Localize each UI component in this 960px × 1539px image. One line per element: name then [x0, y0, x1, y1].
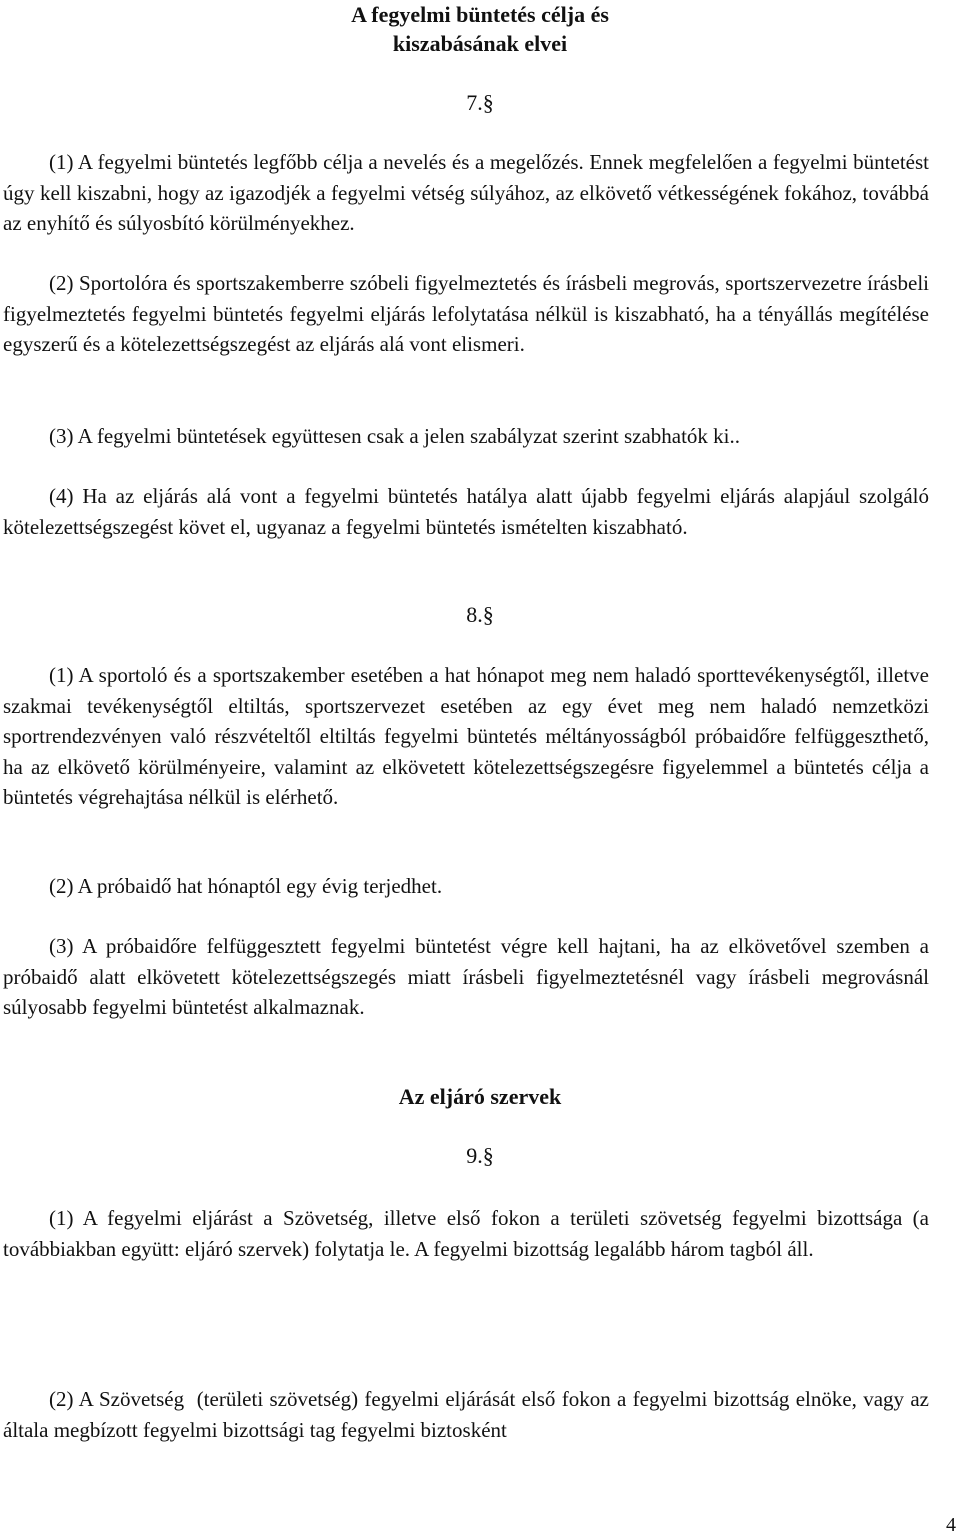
heading-eljaro-szervek: Az eljáró szervek — [398, 1084, 562, 1109]
paragraph-7-4: (4) Ha az eljárás alá vont a fegyelmi büntetés hatálya alatt újabb fegyelmi eljárás alapjául szolgáló kötelezettségszegést követ el, ugyanaz a fegyelmi büntetés ismételten kiszabható. — [3, 484, 929, 539]
section-8-heading: 8.§ — [466, 602, 494, 627]
paragraph-7-3: (3) A fegyelmi büntetések együttesen csak a jelen szabályzat szerint szabhatók ki.. — [49, 424, 741, 448]
document-title-line-1: A fegyelmi büntetés célja és — [351, 2, 609, 27]
paragraph-9-1: (1) A fegyelmi eljárást a Szövetség, illetve első fokon a területi szövetség fegyelmi bizottsága (a továbbiakban együtt: eljáró szervek) folytatja le. A fegyelmi bizottság legalább három tagból áll. — [3, 1206, 929, 1261]
paragraph-8-1: (1) A sportoló és a sportszakember esetében a hat hónapot meg nem haladó sporttevékenységtől, illetve szakmai tevékenységtől eltiltás, sportszervezet esetében az egy évet meg nem haladó nemzetközi sportrendezvényen való részvételtől eltiltás fegyelmi büntetés méltányosságból próbaidőre felfüggeszthető, ha az elkövető körülményeire, valamint az elkövetett kötelezettségszegésre figyelemmel a büntetés célja a büntetés végrehajtása nélkül is elérhető. — [3, 663, 929, 809]
paragraph-7-1: (1) A fegyelmi büntetés legfőbb célja a nevelés és a megelőzés. Ennek megfelelően a fegyelmi büntetést úgy kell kiszabni, hogy az igazodjék a fegyelmi vétség súlyához, az elkövető vétkességének fokához, továbbá az enyhítő és súlyosbító körülményekhez. — [3, 150, 929, 235]
paragraph-7-2: (2) Sportolóra és sportszakemberre szóbeli figyelmeztetés és írásbeli megrovás, sportszervezetre írásbeli figyelmeztetés fegyelmi büntetés fegyelmi eljárás lefolytatása nélkül is kiszabható, ha a tényállás megítélése egyszerű és a kötelezettségszegést az eljárás alá vont elismeri. — [3, 271, 929, 356]
document-title-line-2: kiszabásának elvei — [392, 31, 568, 56]
page-number: 4 — [946, 1514, 956, 1536]
paragraph-9-2: (2) A Szövetség (területi szövetség) fegyelmi eljárását első fokon a fegyelmi bizottság elnöke, vagy az általa megbízott fegyelmi bizottsági tag fegyelmi biztosként — [3, 1387, 935, 1442]
section-9-heading: 9.§ — [466, 1143, 494, 1168]
paragraph-8-2: (2) A próbaidő hat hónaptól egy évig terjedhet. — [49, 874, 443, 898]
paragraph-8-3: (3) A próbaidőre felfüggesztett fegyelmi büntetést végre kell hajtani, ha az elkövetővel szemben a próbaidő alatt elkövetett kötelezettségszegés miatt írásbeli figyelmeztetésnél vagy írásbeli megrovásnál súlyosabb fegyelmi büntetést alkalmaznak. — [3, 934, 929, 1019]
section-7-heading: 7.§ — [466, 90, 494, 115]
